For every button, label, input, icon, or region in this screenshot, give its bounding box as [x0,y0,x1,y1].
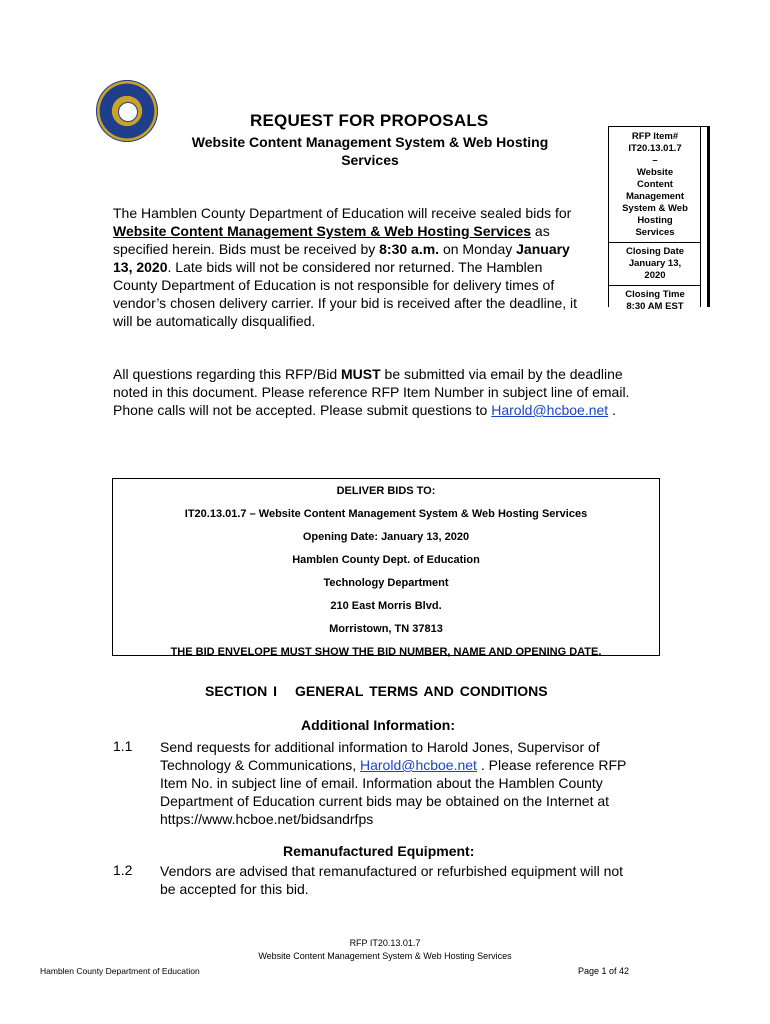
item-number: 1.2 [113,862,133,878]
subsection-heading: Additional Information: [301,717,455,733]
email-link[interactable]: Harold@hcboe.net [491,402,609,418]
deliver-line: Opening Date: January 13, 2020 [302,531,470,543]
county-seal-icon [96,80,158,142]
footer-rfp-title: Website Content Management System & Web Hosting Services [258,951,512,961]
item-paragraph: Send requests for additional information to Harold Jones, Supervisor of Technology & Communications, Harold@hcboe.net . Please reference RFP Item No. in subject line of email. Information about the Hamblen County Department of Education current bids may be obtained on the Internet at https://www.hcboe.net/bidsandrfps [160,739,627,827]
rfp-info-box: RFP Item# IT20.13.01.7 – Website Content Management System & Web Hosting Services Closing Date January 13, 2020 Closing Time 8:30 AM EST [608,126,710,307]
deliver-line: 210 East Morris Blvd. [330,600,442,612]
subsection-heading: Remanufactured Equipment: [283,843,475,859]
questions-paragraph: All questions regarding this RFP/Bid MUST be submitted via email by the deadline noted in this document. Please reference RFP Item Number in subject line of email. Phone calls will not be accepted. Please submit questions to Harold@hcboe.net . [113,366,630,418]
deliver-line: DELIVER BIDS TO: [336,485,436,497]
item-number: 1.1 [113,738,133,754]
page-number: Page 1 of 42 [578,966,630,976]
intro-paragraph: The Hamblen County Department of Education will receive sealed bids for Website Content Management System & Web Hosting Services as specified herein. Bids must be received by 8:30 a.m. on Monday January 13, 2020. Late bids will not be considered nor returned. The Hamblen County Department of Education is not responsible for delivery times of vendor’s chosen delivery carrier. If your bid is received after the deadline, it will be automatically disqualified. [113,205,578,329]
document-title: REQUEST FOR PROPOSALS [250,111,489,130]
deliver-bids-box [112,478,660,656]
item-paragraph: Vendors are advised that remanufactured or refurbished equipment will not be accepted for this bid. [160,863,624,897]
document-subtitle: Website Content Management System & Web Hosting Services [191,134,549,168]
footer-organization: Hamblen County Department of Education [40,966,200,976]
deliver-line: Technology Department [323,577,449,589]
section-heading: SECTION I GENERAL TERMS AND CONDITIONS [205,683,548,699]
deliver-line: THE BID ENVELOPE MUST SHOW THE BID NUMBER, NAME AND OPENING DATE. [170,646,602,658]
deliver-line: Hamblen County Dept. of Education [292,554,480,566]
deliver-line: IT20.13.01.7 – Website Content Management System & Web Hosting Services [184,508,588,520]
footer-rfp-number: RFP IT20.13.01.7 [349,938,421,948]
deliver-line: Morristown, TN 37813 [329,623,443,635]
email-link[interactable]: Harold@hcboe.net [360,757,477,773]
